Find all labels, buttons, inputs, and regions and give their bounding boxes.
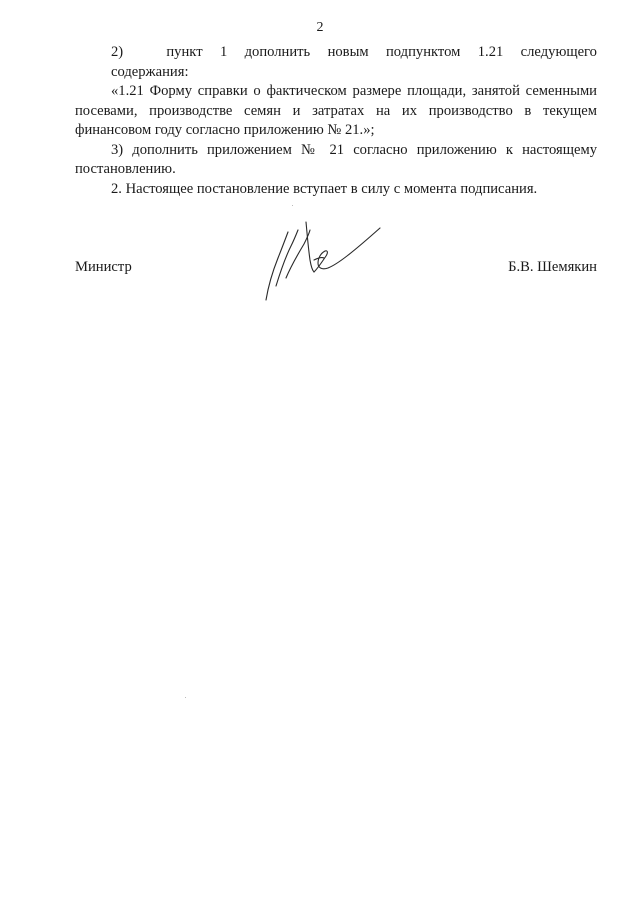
item-2-word: пункт bbox=[166, 44, 203, 60]
item-2-word: дополнить bbox=[244, 44, 311, 60]
item-2-number: 2) bbox=[111, 44, 124, 60]
item-2-word: 1.21 bbox=[477, 44, 504, 60]
item-2-line-2: содержания: bbox=[111, 63, 189, 80]
document-body bbox=[75, 43, 597, 199]
handwritten-signature bbox=[258, 218, 386, 306]
item-2-effective-paragraph: 2. Настоящее постановление вступает в силу с момента подписания. bbox=[111, 180, 538, 197]
page-number: 2 bbox=[316, 20, 324, 35]
scan-speck bbox=[185, 697, 186, 698]
item-2-word: подпунктом bbox=[386, 44, 461, 60]
signatory-position: Министр bbox=[75, 259, 132, 275]
item-2-word: новым bbox=[327, 44, 369, 60]
item-2-word: 1 bbox=[219, 44, 228, 60]
scan-speck bbox=[292, 205, 293, 206]
item-3-paragraph: 3) дополнить приложением № 21 согласно приложению к настоящему постановлению. bbox=[75, 141, 597, 177]
item-2-word: следующего bbox=[520, 44, 597, 60]
quote-paragraph: «1.21 Форму справки о фактическом размере площади, занятой семенными посевами, производстве семян и затратах на их производство в текущем финансовом году согласно приложению № 21.»; bbox=[75, 83, 597, 138]
item-2-line-1 bbox=[75, 43, 597, 63]
signatory-name: Б.В. Шемякин bbox=[508, 259, 597, 275]
